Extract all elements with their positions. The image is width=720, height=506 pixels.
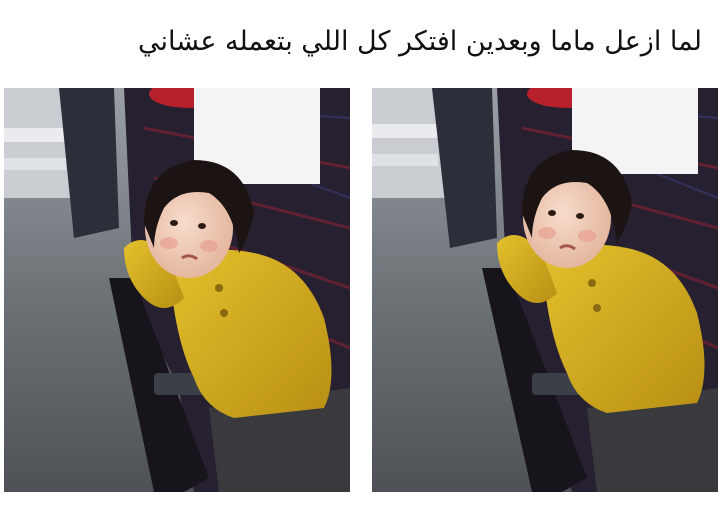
photo-panel-left — [4, 88, 350, 492]
toddler-photo-right — [372, 88, 718, 492]
toddler-photo-left — [4, 88, 350, 492]
photo-panel-right — [372, 88, 718, 492]
meme-caption: لما ازعل ماما وبعدين افتكر كل اللي بتعمله عشاني — [137, 26, 702, 57]
